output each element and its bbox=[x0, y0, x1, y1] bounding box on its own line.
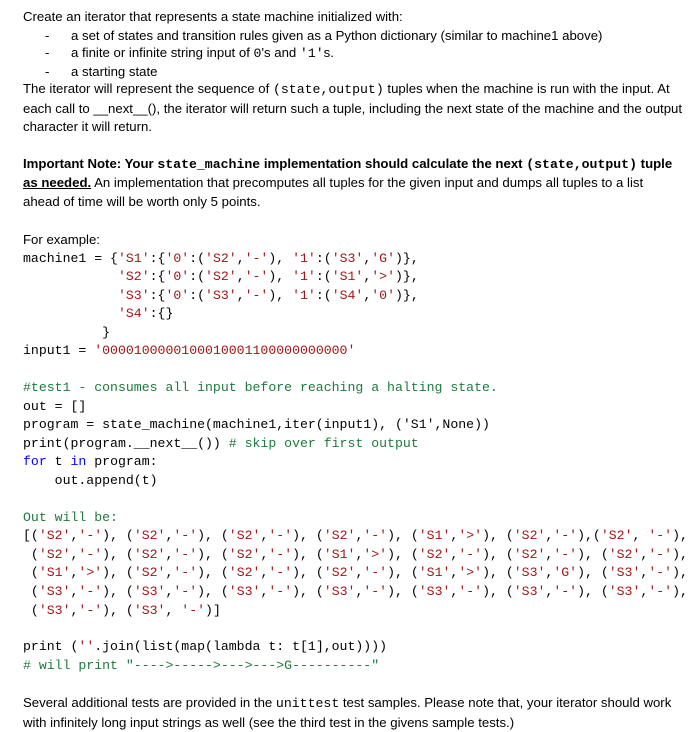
out-init: out = [] bbox=[23, 398, 87, 414]
requirements-list bbox=[23, 27, 683, 81]
expected-output: [('S2','-'), ('S2','-'), ('S2','-'), ('S2','-'), ('S1','>'), ('S2','-'),('S2', '-'), ('S2','-'), ('S2','-'), ('S2','-'), ('S1','>'), ('S2','-'), ('S2','-'), ('S2','-'), ('S1','>'), ('S2','-'), ('S2','-'), ('S2','-'), ('S1','>'), ('S3','G'), ('S3','-'), ('S3','-'), ('S3','-'), ('S3','-'), ('S3','-'), ('S3','-'), ('S3','-'), ('S3','-'), ('S3','-'), ('S3', '-')] bbox=[23, 528, 688, 618]
iterator-description: The iterator will represent the sequence of (state,output) tuples when the machine is run with the input. At each call to __next__(), the iterator will return such a tuple, including the next state of the machine and the output character it will return. bbox=[23, 81, 683, 134]
append-line: out.append(t) bbox=[23, 473, 158, 489]
machine-definition: machine1 = {'S1':{'0':('S2','-'), '1':('S3','G')}, 'S2':{'0':('S2','-'), '1':('S1','>')}, 'S3':{'0':('S3','-'), '1':('S4','0')}, 'S4':{} } bbox=[23, 250, 419, 340]
document-page bbox=[23, 8, 688, 732]
join-print-line: print (''.join(list(map(lambda t: t[1],out)))) bbox=[23, 639, 388, 655]
program-assignment: program = state_machine(machine1,iter(input1), ('S1',None)) bbox=[23, 417, 490, 433]
footer-note: Several additional tests are provided in the unittest test samples. Please note that, your iterator should work with infinitely long input strings as well (see the third test in the givens sample tests.) bbox=[23, 695, 672, 730]
test-comment: #test1 - consumes all input before reaching a halting state. bbox=[23, 380, 498, 396]
requirement-item: - a finite or infinite string input of 0's and '1's. bbox=[45, 45, 334, 61]
important-note: Important Note: Your state_machine implementation should calculate the next (state,output) tuple as needed. An implementation that precomputes all tuples for the given input and dumps all tuples to a list ahead of time will be worth only 5 points. bbox=[23, 155, 673, 209]
intro-line: Create an iterator that represents a state machine initialized with: bbox=[23, 9, 403, 24]
will-print-comment: # will print "---->----->--->--->G----------" bbox=[23, 657, 380, 673]
example-label: For example: bbox=[23, 232, 100, 247]
input-assignment: input1 = '0000100000100010001100000000000' bbox=[23, 343, 356, 359]
print-next-line: print(program.__next__()) # skip over first output bbox=[23, 435, 419, 451]
out-will-be-label: Out will be: bbox=[23, 509, 118, 525]
code-block bbox=[23, 250, 688, 676]
requirement-item: - a starting state bbox=[45, 63, 158, 79]
for-loop-line: for t in program: bbox=[23, 454, 158, 470]
requirement-item: - a set of states and transition rules given as a Python dictionary (similar to machine1 above) bbox=[45, 27, 603, 43]
